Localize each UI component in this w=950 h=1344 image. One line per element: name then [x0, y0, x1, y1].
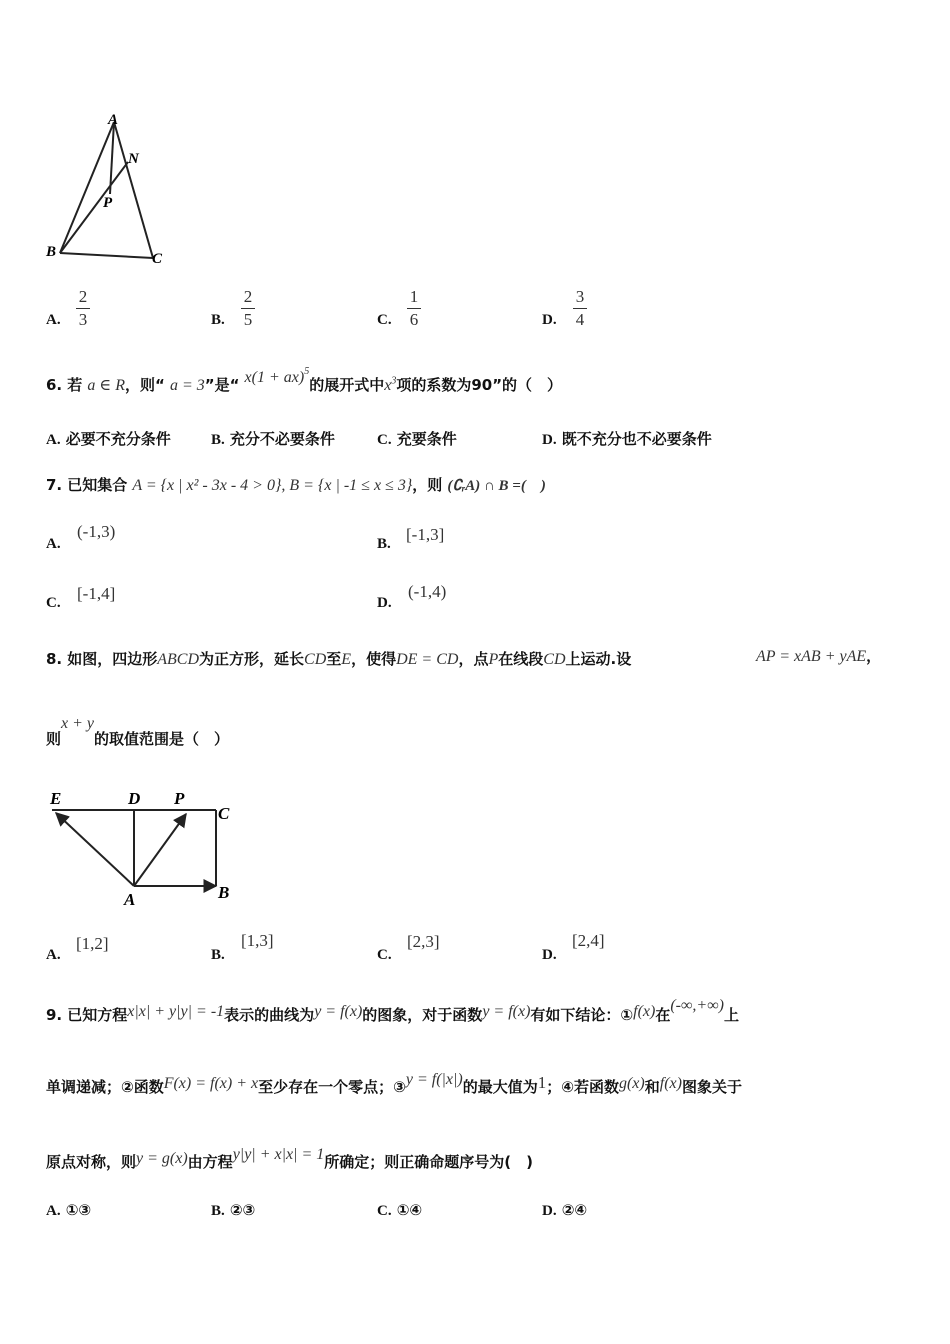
q9-math-5: (-∞,+∞) [670, 997, 724, 1014]
q9-math-12: y|y| + x|x| = 1 [232, 1146, 325, 1163]
q9-stem-line-1 [46, 997, 739, 1024]
q8-stem-line-1 [46, 648, 631, 669]
q7-number: 7. [46, 476, 63, 494]
q6-stem [46, 365, 563, 395]
q7-option-c-letter: C. [46, 595, 61, 611]
q8-text-10: 的取值范围是（ ） [94, 730, 230, 748]
q5-option-d-letter: D. [542, 312, 557, 328]
triangle-figure [40, 108, 180, 270]
fig2-label-c: C [218, 804, 230, 823]
q9-text-4: 有如下结论：① [530, 1006, 634, 1024]
q6-math-3: x(1 + ax) [244, 369, 305, 386]
q8-text-2: 为正方形，延长 [199, 650, 305, 668]
q6-option-a-text: 必要不充分条件 [65, 430, 171, 448]
q5-option-a-den: 3 [78, 310, 88, 329]
q6-option-c-text: 充要条件 [396, 430, 457, 448]
q8-text-9: 则 [46, 730, 62, 748]
q8-math-2: CD [304, 651, 327, 668]
q8-stem-vector [756, 645, 881, 666]
q8-math-6: CD [543, 651, 566, 668]
q6-math-4: x [384, 377, 392, 394]
q9-text-14: 由方程 [187, 1153, 233, 1171]
q7-math-1: A = {x | x² - 3x - 4 > 0}, B = {x | -1 ≤ x ≤ 3} [132, 477, 413, 494]
q7-option-a-letter: A. [46, 536, 61, 552]
fig1-label-p: P [103, 195, 113, 211]
q7-option-c-text: [-1,4] [77, 584, 116, 603]
q9-math-1: x|x| + y|y| = -1 [127, 1003, 225, 1020]
q8-math-7: AP = xAB + yAE [756, 648, 867, 665]
q9-stem-line-3 [46, 1146, 533, 1171]
q9-text-13: 原点对称，则 [46, 1153, 137, 1171]
q9-math-2: y = f(x) [314, 1003, 363, 1020]
q6-option-d-letter: D. [542, 432, 557, 448]
q6-text-5: “ [229, 376, 240, 394]
q7-text-1: 已知集合 [67, 476, 128, 494]
q9-option-a-letter: A. [46, 1203, 61, 1219]
q9-math-11: y = g(x) [136, 1150, 188, 1167]
q5-option-c-letter: C. [377, 312, 392, 328]
q6-option-c [377, 428, 457, 449]
q8-text-7: 上运动.设 [565, 650, 632, 668]
q6-text-6: 的展开式中 [309, 376, 385, 394]
fig2-label-p: P [174, 789, 185, 808]
q8-text-6: 在线段 [498, 650, 544, 668]
q5-option-b-fraction [241, 287, 255, 330]
q9-option-d [542, 1200, 587, 1220]
q9-text-8: 至少存在一个零点；③ [258, 1078, 406, 1096]
q8-text-4: ，使得 [351, 650, 397, 668]
q9-option-b-text: ②③ [229, 1201, 256, 1219]
q8-option-a-letter: A. [46, 947, 61, 963]
fig1-label-a: A [108, 112, 119, 128]
q8-text-5: ，点 [458, 650, 489, 668]
fig1-label-n: N [128, 151, 139, 167]
q9-text-5: 在 [655, 1006, 671, 1024]
q9-math-9: g(x) [618, 1075, 645, 1092]
q9-option-c-letter: C. [377, 1203, 392, 1219]
fig2-label-a: A [124, 890, 136, 909]
q8-math-3: E [341, 651, 352, 668]
q6-text-1: 若 [67, 376, 83, 394]
q6-option-d [542, 428, 712, 449]
q8-text-8: ， [866, 647, 882, 665]
q5-option-a-letter: A. [46, 312, 61, 328]
q6-option-d-text: 既不充分也不必要条件 [561, 430, 712, 448]
q7-math-2: (∁ᵣA) ∩ B =( ) [447, 478, 546, 494]
q9-option-c [377, 1200, 422, 1220]
q5-option-c-fraction [407, 287, 421, 330]
q6-option-b [211, 428, 335, 449]
q9-math-10: f(x) [659, 1075, 682, 1092]
q6-text-3: “ [154, 376, 165, 394]
q8-text-3: 至 [326, 650, 342, 668]
q9-text-2: 表示的曲线为 [224, 1006, 315, 1024]
q7-option-a-text: (-1,3) [77, 522, 116, 541]
q8-math-5: P [488, 651, 499, 668]
q6-number: 6. [46, 376, 63, 394]
q7-option-d-text: (-1,4) [408, 582, 447, 601]
fig2-label-b: B [218, 883, 230, 902]
q6-math-4-exp: 3 [391, 375, 397, 387]
q6-option-c-letter: C. [377, 432, 392, 448]
q5-option-d-num: 3 [575, 287, 585, 306]
q9-option-b [211, 1200, 255, 1220]
q6-option-a [46, 428, 171, 449]
fraction-bar [241, 308, 255, 309]
q7-option-d-letter: D. [377, 595, 392, 611]
q6-text-7: 项的系数为90”的（ ） [396, 376, 563, 394]
q6-math-1: a ∈ R [87, 377, 125, 394]
q9-math-3: y = f(x) [482, 1003, 531, 1020]
q9-number: 9. [46, 1006, 63, 1024]
q6-math-3-exp: 5 [304, 365, 310, 377]
q8-option-c-text: [2,3] [407, 932, 440, 951]
q8-option-b-letter: B. [211, 947, 225, 963]
q9-option-d-letter: D. [542, 1203, 557, 1219]
q9-option-a [46, 1200, 91, 1220]
q9-text-15: 所确定；则正确命题序号为( ) [324, 1153, 533, 1171]
q6-math-2: a = 3 [169, 377, 205, 394]
q6-text-4: ”是 [204, 376, 230, 394]
q9-text-11: 和 [644, 1078, 660, 1096]
q7-option-b-text: [-1,3] [406, 525, 445, 544]
q9-text-7: 单调递减；②函数 [46, 1078, 164, 1096]
q9-math-8: 1 [537, 1073, 547, 1092]
q8-option-c-letter: C. [377, 947, 392, 963]
q9-stem-line-2 [46, 1071, 742, 1096]
q9-math-6: F(x) = f(x) + x [163, 1075, 259, 1092]
q7-option-b-letter: B. [377, 536, 391, 552]
q8-stem-line-2 [46, 712, 230, 748]
q7-stem [46, 474, 546, 495]
fraction-bar [573, 308, 587, 309]
q9-option-b-letter: B. [211, 1203, 225, 1219]
q9-math-7: y = f(|x|) [405, 1071, 463, 1088]
q5-option-a-num: 2 [78, 287, 88, 306]
q5-option-b-num: 2 [243, 287, 253, 306]
q8-option-d-text: [2,4] [572, 931, 605, 950]
fig2-label-d: D [128, 789, 141, 808]
q8-option-a-text: [1,2] [76, 934, 109, 953]
fig2-label-e: E [50, 789, 62, 808]
q6-text-2: ，则 [124, 376, 155, 394]
q8-option-b-text: [1,3] [241, 931, 274, 950]
q8-option-d-letter: D. [542, 947, 557, 963]
q6-option-b-letter: B. [211, 432, 225, 448]
q5-option-b-letter: B. [211, 312, 225, 328]
square-figure [40, 786, 250, 916]
q7-text-2: ，则 [412, 476, 443, 494]
q9-math-4: f(x) [633, 1003, 656, 1020]
q9-option-c-text: ①④ [396, 1201, 423, 1219]
q5-option-d-den: 4 [575, 310, 585, 329]
q8-math-4: DE = CD [396, 651, 459, 668]
q9-text-1: 已知方程 [67, 1006, 128, 1024]
q9-option-d-text: ②④ [561, 1201, 588, 1219]
fraction-bar [76, 308, 90, 309]
fig1-label-c: C [152, 251, 163, 267]
q6-option-b-text: 充分不必要条件 [229, 430, 335, 448]
q9-text-6: 上 [723, 1006, 739, 1024]
fraction-bar [407, 308, 421, 309]
q9-text-3: 的图象，对于函数 [362, 1006, 483, 1024]
q6-option-a-letter: A. [46, 432, 61, 448]
q8-math-8: x + y [61, 715, 95, 732]
q9-text-10: ；④若函数 [546, 1078, 619, 1096]
q9-text-9: 的最大值为 [462, 1078, 538, 1096]
q5-option-c-num: 1 [409, 287, 419, 306]
q5-option-d-fraction [573, 287, 587, 330]
q9-text-12: 图象关于 [681, 1078, 742, 1096]
q5-option-c-den: 6 [409, 310, 419, 329]
q5-option-a-fraction [76, 287, 90, 330]
q8-text-1: 如图，四边形 [67, 650, 158, 668]
fig1-label-b: B [46, 244, 57, 260]
q9-option-a-text: ①③ [65, 1201, 92, 1219]
q5-option-b-den: 5 [243, 310, 253, 329]
q8-number: 8. [46, 650, 63, 668]
q8-math-1: ABCD [157, 651, 200, 668]
